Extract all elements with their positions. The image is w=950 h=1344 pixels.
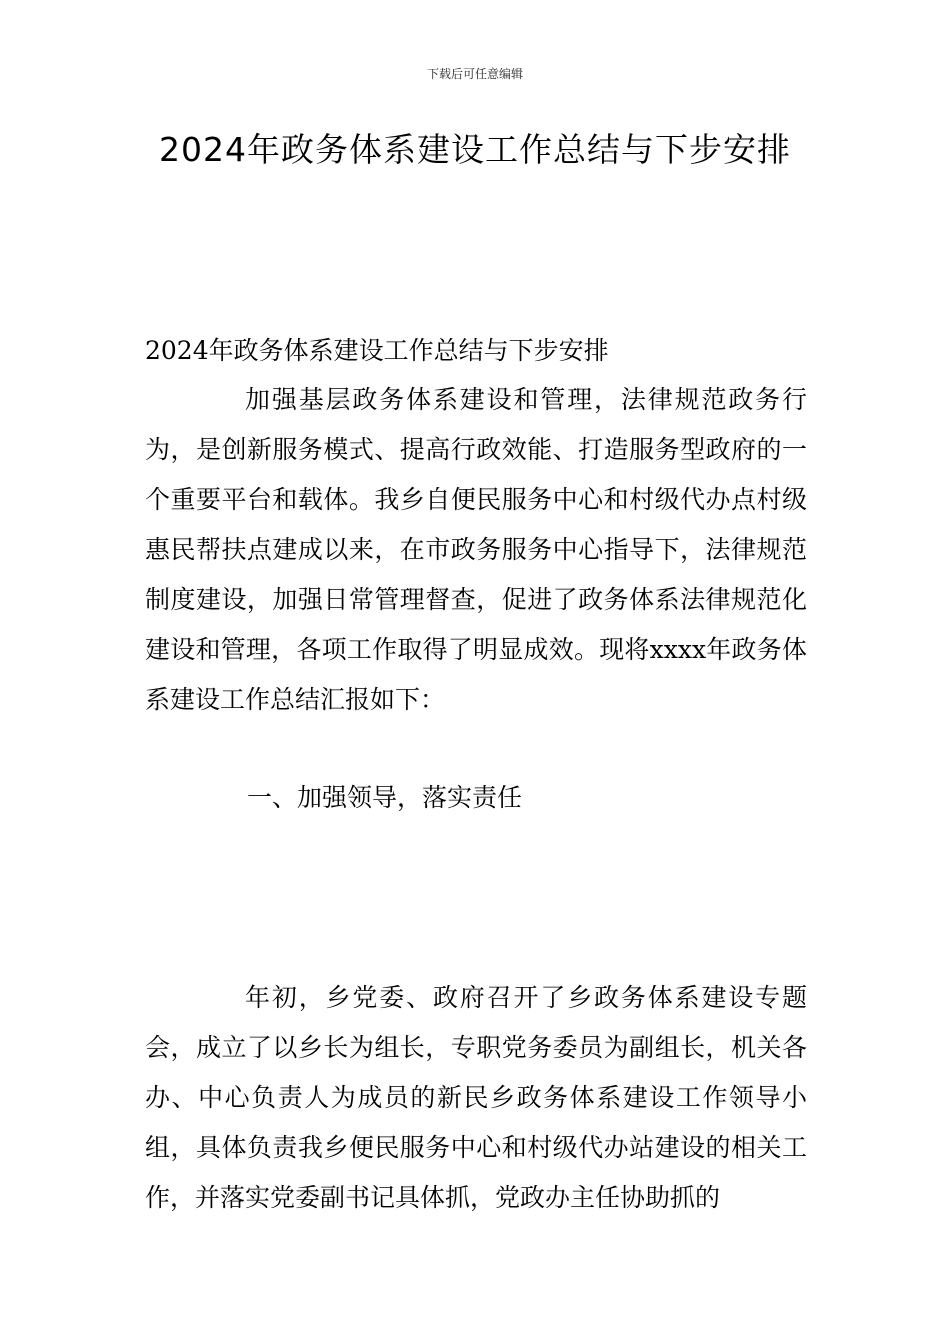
header-note: 下载后可任意编辑 (426, 67, 523, 81)
document-subtitle: 2024年政务体系建设工作总结与下步安排 (145, 336, 609, 365)
paragraph-section-1: 年初，乡党委、政府召开了乡政务体系建设专题会，成立了以乡长为组长，专职党务委员为副组长，机关各办、中心负责人为成员的新民乡政务体系建设工作领导小组，具体负责我乡便民服务中心和村级代办站建设的相关工作，并落实党委副书记具体抓，党政办主任协助抓的 (145, 983, 807, 1212)
section-heading-1: 一、加强领导，落实责任 (247, 783, 523, 812)
document-title: 2024年政务体系建设工作总结与下步安排 (159, 130, 791, 169)
paragraph-intro: 加强基层政务体系建设和管理，法律规范政务行为，是创新服务模式、提高行政效能、打造服务型政府的一个重要平台和载体。我乡自便民服务中心和村级代办点村级惠民帮扶点建成以来，在市政务服务中心指导下，法律规范制度建设，加强日常管理督查，促进了政务体系法律规范化建设和管理，各项工作取得了明显成效。现将xxxx年政务体系建设工作总结汇报如下： (145, 385, 807, 714)
